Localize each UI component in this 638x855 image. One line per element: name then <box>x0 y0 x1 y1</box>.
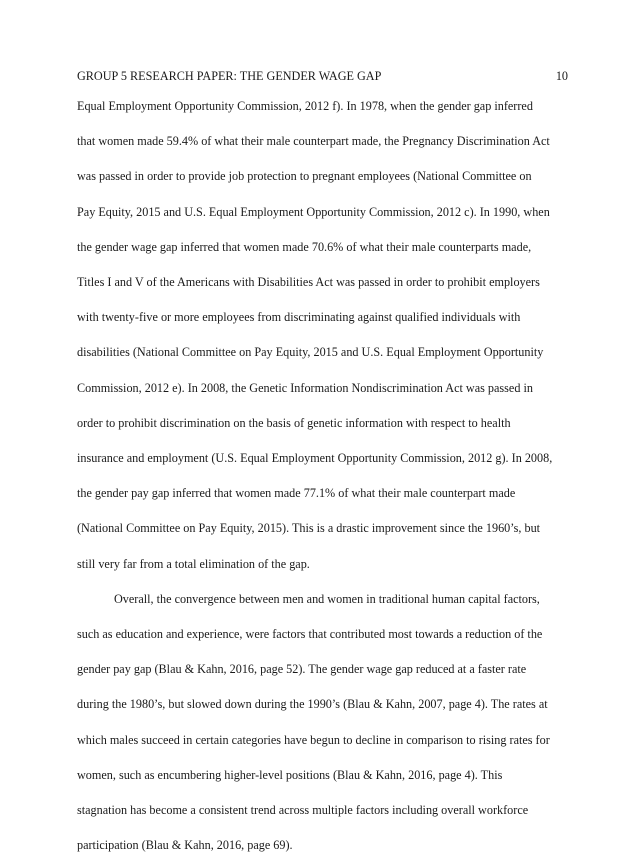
paragraph-first-line: Overall, the convergence between men and women in traditional human capital factors, <box>114 592 540 606</box>
text-line: insurance and employment (U.S. Equal Employment Opportunity Commission, 2012 g). In 2008, <box>77 451 553 465</box>
page-header <box>77 67 568 85</box>
text-line: (National Committee on Pay Equity, 2015). This is a drastic improvement since the 1960’s, but <box>77 521 541 535</box>
running-head: GROUP 5 RESEARCH PAPER: THE GENDER WAGE GAP <box>77 69 382 83</box>
text-line: was passed in order to provide job protection to pregnant employees (National Committee on <box>77 169 532 183</box>
text-line: that women made 59.4% of what their male counterpart made, the Pregnancy Discrimination Act <box>77 134 550 148</box>
page-number: 10 <box>555 69 568 83</box>
text-line: Commission, 2012 e). In 2008, the Genetic Information Nondiscrimination Act was passed in <box>77 381 533 395</box>
text-line: participation (Blau & Kahn, 2016, page 69). <box>77 838 293 852</box>
text-line: the gender pay gap inferred that women made 77.1% of what their male counterpart made <box>77 486 516 500</box>
text-line: Pay Equity, 2015 and U.S. Equal Employment Opportunity Commission, 2012 c). In 1990, when <box>77 205 550 219</box>
text-line: Equal Employment Opportunity Commission, 2012 f). In 1978, when the gender gap inferred <box>77 99 533 113</box>
text-line: such as education and experience, were factors that contributed most towards a reduction of the <box>77 627 543 641</box>
text-line: Titles I and V of the Americans with Disabilities Act was passed in order to prohibit employers <box>77 275 540 289</box>
text-line: still very far from a total elimination of the gap. <box>77 557 310 571</box>
text-line: stagnation has become a consistent trend across multiple factors including overall workforce <box>77 803 529 817</box>
text-line: order to prohibit discrimination on the basis of genetic information with respect to health <box>77 416 511 430</box>
text-line: disabilities (National Committee on Pay Equity, 2015 and U.S. Equal Employment Opportunity <box>77 345 544 359</box>
text-line: with twenty-five or more employees from discriminating against qualified individuals with <box>77 310 521 324</box>
text-line: gender pay gap (Blau & Kahn, 2016, page 52). The gender wage gap reduced at a faster rate <box>77 662 527 676</box>
text-line: during the 1980’s, but slowed down during the 1990’s (Blau & Kahn, 2007, page 4). The rates at <box>77 697 548 711</box>
text-line: which males succeed in certain categories have begun to decline in comparison to rising rates for <box>77 733 550 747</box>
text-line: women, such as encumbering higher-level positions (Blau & Kahn, 2016, page 4). This <box>77 768 503 782</box>
text-line: the gender wage gap inferred that women made 70.6% of what their male counterparts made, <box>77 240 532 254</box>
